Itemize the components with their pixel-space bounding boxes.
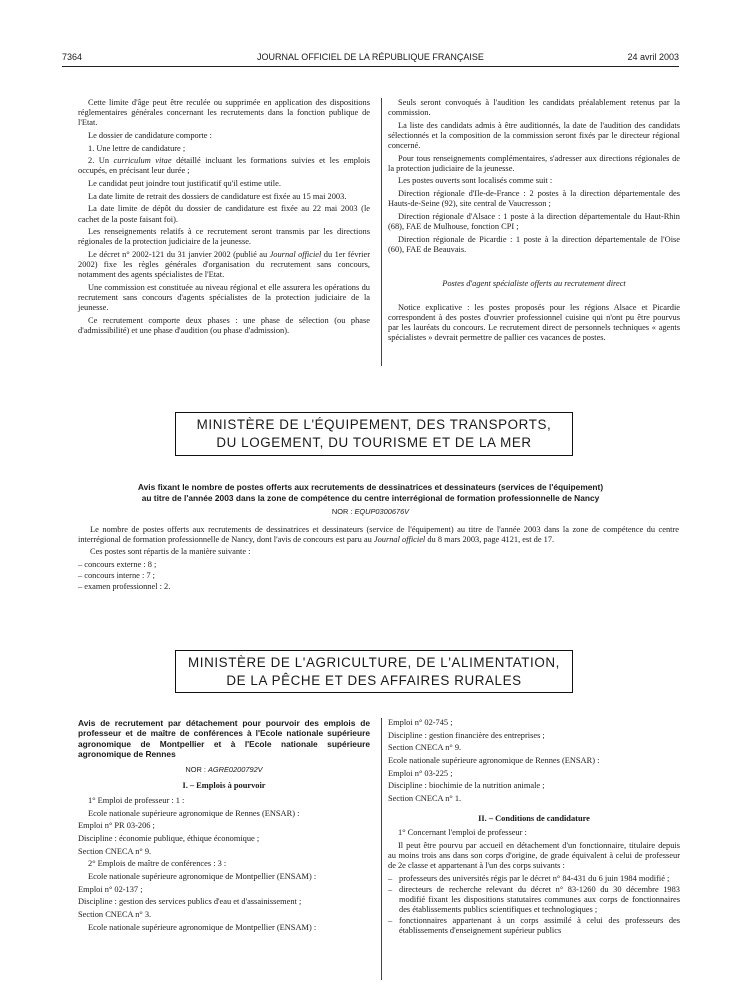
page-number: 7364 (62, 52, 83, 62)
nor-label: NOR : (185, 764, 208, 774)
bottom-left-column (78, 718, 370, 935)
line: Section CNECA n° 9. (388, 743, 462, 753)
text: détaillé incluant les formations suivies et les emplois occupés, en précisant leur durée ; (78, 156, 370, 176)
list-item: – professeurs des universités régis par le décret n° 84-431 du 6 juin 1984 modifié ; (388, 874, 680, 884)
paragraph: Une commission est constituée au niveau régional et elle assurera les opérations du recrutement sans concours d'agents spécialistes de la protection judiciaire de la jeunesse. (78, 282, 370, 313)
text: Le nombre de postes offerts aux recrutements de dessinatrices et dessinateurs (service de l'équipement) au titre de l'année 2003 dans la zone de compétence du centre interrégional de formation professionnelle de Nancy, dont l'avis de concours est paru au (78, 525, 679, 545)
header-rule (62, 66, 679, 67)
paragraph: Les renseignements relatifs à ce recrutement seront transmis par les directions régionales de la protection judiciaire de la jeunesse. (78, 227, 370, 247)
list-item: – examen professionnel : 2. (78, 582, 171, 592)
text: du 1er février 2002) fixe les règles générales d'organisation du recrutement sans concours, notamment des agents spécialistes de l'Etat. (78, 249, 371, 280)
paragraph: Direction régionale de Picardie : 1 poste à la direction départementale de l'Oise (60), FAE de Beauvais. (388, 234, 680, 254)
list-item: – concours interne : 7 ; (78, 570, 155, 580)
line: Discipline : biochimie de la nutrition animale ; (388, 781, 545, 791)
notice-title-line: au titre de l'année 2003 dans la zone de compétence du centre interrégional de formation professionnelle de Nancy (141, 492, 600, 503)
bottom-right-column (388, 718, 680, 937)
paragraph (78, 250, 370, 280)
paragraph: La date limite de dépôt du dossier de candidature est fixée au 22 mai 2003 (le cachet de la poste faisant foi). (78, 204, 370, 224)
ministry-heading-box (175, 650, 573, 693)
ministry-name-line: DE LA PÊCHE ET DES AFFAIRES RURALES (226, 672, 522, 688)
top-left-column (78, 98, 370, 339)
line: 2° Emplois de maître de conférences : 3 : (88, 859, 227, 869)
line: Discipline : gestion financière des entreprises ; (388, 730, 545, 740)
line: Ecole nationale supérieure agronomique de Rennes (ENSAR) : (388, 756, 600, 766)
paragraph: Ces postes sont répartis de la manière suivante : (90, 547, 251, 557)
text: du 8 mars 2003, page 4121, est de 17. (425, 535, 555, 545)
text: Le décret n° 2002-121 du 31 janvier 2002 (publié au (88, 249, 270, 259)
ministry-name-line: DU LOGEMENT, DU TOURISME ET DE LA MER (216, 434, 532, 450)
ministry-name-line: MINISTÈRE DE L'ÉQUIPEMENT, DES TRANSPORTS, (196, 417, 552, 432)
line: Emploi n° 02-137 ; (78, 884, 143, 894)
nor-reference (62, 507, 679, 516)
paragraph: 1° Concernant l'emploi de professeur : (398, 828, 527, 838)
notice-title: Avis de recrutement par détachement pour pourvoir des emplois de professeur et de maître de conférences à l'Ecole nationale supérieure agronomique de Montpellier et à l'Ecole nationale supérieure agronomique de Rennes (78, 718, 370, 760)
emphasis: Journal officiel (373, 535, 426, 545)
paragraph: 1. Une lettre de candidature ; (88, 143, 186, 153)
journal-title: JOURNAL OFFICIEL DE LA RÉPUBLIQUE FRANÇAISE (257, 52, 484, 62)
line: Section CNECA n° 9. (78, 846, 152, 856)
issue-date: 24 avril 2003 (627, 52, 679, 62)
nor-code: AGRE0200792V (207, 764, 263, 774)
emphasis: curriculum vitae (113, 156, 172, 166)
nor-label: NOR : (331, 507, 355, 516)
section-subheading: Postes d'agent spécialiste offerts au recrutement direct (442, 278, 626, 288)
eligible-corps-list (388, 874, 680, 937)
paragraph: Pour tous renseignements complémentaires, s'adresser aux directions régionales de la protection judiciaire de la jeunesse. (388, 153, 680, 173)
ministry-heading-box (175, 412, 573, 456)
list-item: – directeurs de recherche relevant du décret n° 83-1260 du 30 décembre 1983 modifié fixant les dispositions statutaires communes aux corps de fonctionnaires des établissements publics scientifiques et technologiques ; (388, 885, 680, 915)
line: Section CNECA n° 3. (78, 910, 152, 919)
notice-body (78, 525, 679, 593)
paragraph: Direction régionale d'Alsace : 1 poste à la direction départementale du Haut-Rhin (68), FAE de Mulhouse, fonction CPI ; (388, 211, 680, 231)
paragraph: Seuls seront convoqués à l'audition les candidats préalablement retenus par la commission. (388, 98, 680, 118)
post-distribution-list (78, 560, 679, 593)
paragraph: Cette limite d'âge peut être reculée ou supprimée en application des dispositions réglementaires générales concernant les recrutements dans la fonction publique de l'Etat. (78, 98, 370, 128)
line: Ecole nationale supérieure agronomique de Montpellier (ENSAM) : (88, 922, 317, 932)
emphasis: Journal officiel (269, 249, 322, 259)
nor-reference (78, 765, 370, 775)
column-separator (381, 98, 382, 366)
paragraph: La date limite de retrait des dossiers de candidature est fixée au 15 mai 2003. (88, 191, 347, 201)
line: 1° Emploi de professeur : 1 : (88, 795, 185, 805)
paragraph: Il peut être pourvu par accueil en détachement d'un fonctionnaire, titulaire depuis au moins trois ans dans son corps d'origine, de grade équivalent à celui de professeur de 2e classe et appartenant à l'un des corps suivants : (388, 841, 680, 871)
nor-code: EQUP0300676V (354, 507, 410, 516)
paragraph: Direction régionale d'Ile-de-France : 2 postes à la direction départementale des Hauts-de-Seine (92), site central de Vaucresson ; (388, 189, 680, 209)
text: 2. Un (88, 156, 114, 166)
page-header (62, 52, 679, 64)
notice-title-line: Avis fixant le nombre de postes offerts aux recrutements de dessinatrices et dessinateurs (services de l'équipement) (137, 482, 604, 492)
line: Emploi n° 02-745 ; (388, 718, 453, 727)
section-heading-text: I. – Emplois à pourvoir (182, 780, 266, 790)
line: Discipline : économie publique, éthique économique ; (78, 833, 260, 843)
paragraph (78, 525, 679, 545)
line: Emploi n° 03-225 ; (388, 768, 453, 778)
line: Discipline : gestion des services publics d'eau et d'assainissement ; (78, 897, 302, 907)
paragraph: Ce recrutement comporte deux phases : une phase de sélection (ou phase d'admissibilité) et une phase d'audition (ou phase d'admission). (78, 315, 370, 335)
line: Emploi n° PR 03-206 ; (78, 821, 155, 831)
column-separator (381, 718, 382, 980)
paragraph: La liste des candidats admis à être auditionnés, la date de l'audition des candidats sélectionnés et la composition de la commission seront fixés par le directeur régional concerné. (388, 120, 680, 150)
line: Ecole nationale supérieure agronomique de Montpellier (ENSAM) : (88, 871, 317, 881)
section-heading-text: II. – Conditions de candidature (478, 814, 590, 824)
paragraph (78, 156, 370, 176)
paragraph: Les postes ouverts sont localisés comme suit : (398, 176, 553, 186)
line: Section CNECA n° 1. (388, 794, 462, 804)
ministry-name-line: MINISTÈRE DE L'AGRICULTURE, DE L'ALIMENTATION, (188, 655, 560, 670)
paragraph: Le dossier de candidature comporte : (88, 130, 212, 140)
section-heading (78, 781, 370, 791)
paragraph: Notice explicative : les postes proposés pour les régions Alsace et Picardie correspondent à des postes d'ouvrier professionnel cuisine qui n'ont pu être pourvus par les lauréats du concours. Le recrutement direct de personnels techniques « agents spécialistes » devrait permettre de pallier ces vacances de postes. (388, 302, 680, 343)
top-right-column (388, 98, 680, 346)
notice-title (62, 482, 679, 503)
list-item: – fonctionnaires appartenant à un corps assimilé à celui des professeurs des établissements d'enseignement supérieur publics (388, 916, 680, 936)
section-heading (388, 814, 680, 824)
list-item: – concours externe : 8 ; (78, 559, 157, 569)
line: Ecole nationale supérieure agronomique de Rennes (ENSAR) : (88, 808, 300, 818)
paragraph: Le candidat peut joindre tout justificatif qu'il estime utile. (88, 179, 281, 189)
